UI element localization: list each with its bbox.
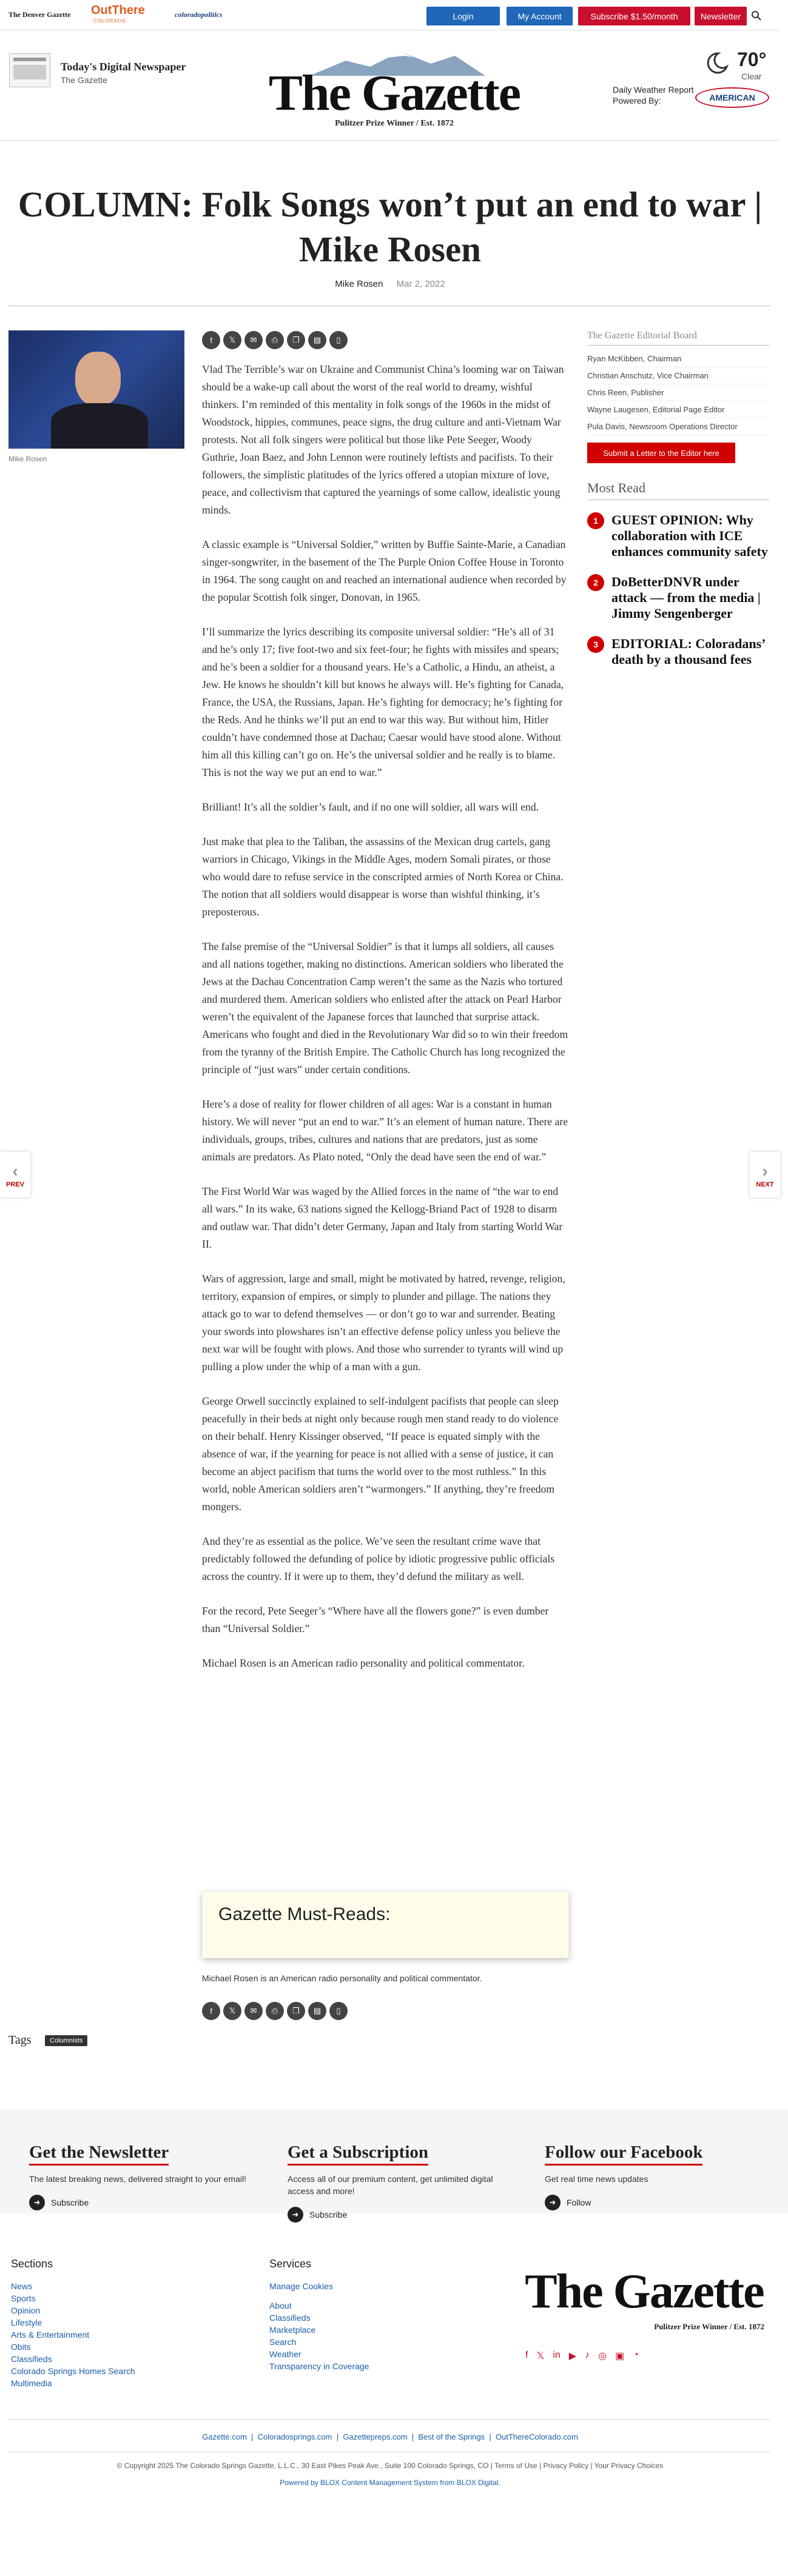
article-body	[202, 361, 569, 1689]
article-title: COLUMN: Folk Songs won’t put an end to war | Mike Rosen	[18, 184, 763, 269]
footer-sections	[11, 2258, 135, 2389]
article-paragraph: The First World War was waged by the Allied forces in the name of “the war to end all wars.” In its wake, 63 nations signed the Kellogg-Briand Pact of 1928 to disarm and outlaw war. That didn’t deter Germany, Japan and Italy from starting World War II.	[202, 1185, 563, 1250]
subscription-promo-title: Get a Subscription	[288, 2143, 428, 2166]
footer-link[interactable]: Manage Cookies	[269, 2281, 334, 2291]
x-icon[interactable]: 𝕏	[223, 331, 241, 349]
most-read-title: Most Read	[587, 463, 769, 500]
save-icon[interactable]: ▤	[308, 331, 326, 349]
footer-link[interactable]: Classifieds	[11, 2354, 52, 2364]
site-link[interactable]: OutThereColorado.com	[496, 2432, 578, 2441]
arrow-right-icon: ➜	[288, 2207, 303, 2223]
save-icon[interactable]: ▤	[308, 2002, 326, 2020]
most-read-item[interactable]	[587, 636, 769, 667]
footer-link[interactable]: News	[11, 2281, 33, 2291]
denver-gazette-logo[interactable]: The Denver Gazette	[8, 10, 71, 19]
footer-link[interactable]: Search	[269, 2337, 297, 2347]
subscription-promo	[288, 2143, 518, 2223]
print-icon[interactable]: ⎙	[266, 2002, 284, 2020]
tags-label: Tags	[8, 2033, 32, 2047]
most-read-item[interactable]	[587, 512, 769, 560]
rank-badge: 1	[587, 512, 604, 529]
rank-badge: 3	[587, 636, 604, 653]
newsletter-promo-text: The latest breaking news, delivered straight to your email!	[29, 2174, 246, 2184]
sections-title: Sections	[11, 2258, 53, 2270]
site-link[interactable]: Gazettepreps.com	[343, 2432, 408, 2441]
newsletter-promo	[29, 2143, 260, 2210]
subscription-promo-text: Access all of our premium content, get unlimited digital access and more!	[288, 2174, 493, 2196]
pulitzer-tagline: Pulitzer Prize Winner / Est. 1872	[335, 119, 454, 128]
outthere-sub: COLORADO	[93, 18, 126, 24]
editorial-board-title: The Gazette Editorial Board	[587, 330, 769, 346]
article-paragraph: I’ll summarize the lyrics describing its composite universal soldier: “He’s all of 31 and he’s only 17; five foot-two and six feet-four; he fights with missiles and spears; and he’s been a soldier for a thousand years. He’s a Catholic, a Hindu, an atheist, a Jew. He knows he shouldn’t kill but knows he always will. He’s fighting for Canada, France, the USA, the Russians, Japan. He’s fighting for democracy; he’s fighting for the Reds. And he thinks we’ll put an end to war this way. But without him, Hitler couldn’t have condemned those at Dachau; Caesar would have stood alone. Without him all this killing can’t go on. He’s the universal soldier and he really is to blame. This is not the way we put an end to war.”	[202, 626, 564, 778]
flipboard-icon[interactable]: ▣	[615, 2351, 625, 2361]
author-bio: Michael Rosen is an American radio personality and political commentator.	[202, 1973, 482, 1983]
arrow-right-icon: ➜	[545, 2195, 561, 2210]
sponsor-logo[interactable]: AMERICAN	[695, 87, 769, 108]
site-links: Gazette.com | Coloradosprings.com | Gazettepreps.com | Best of the Springs | OutThereColorado.com	[202, 2432, 578, 2441]
footer-link[interactable]: Opinion	[11, 2306, 41, 2315]
article-paragraph: Vlad The Terrible’s war on Ukraine and Communist China’s looming war on Taiwan should be a wake-up call about the worst of the real world to dreamy, wishful thinkers. I’m reminded of this mentality in folk songs of the 1960s in the midst of Woodstock, hippies, communes, peace signs, the drug culture and anti-Vietnam War protests. Not all folk singers were political but those like Pete Seeger, Woody Guthrie, Joan Baez, and John Lennon were routinely leftists and pacifists. To their followers, the simplistic platitudes of the lyrics offered a utopian mixture of love, peace, and collectivism that captured the yearnings of some callow, idealistic young minds.	[202, 363, 564, 516]
footer-link[interactable]: Colorado Springs Homes Search	[11, 2366, 135, 2376]
copy-icon[interactable]: ❐	[287, 331, 305, 349]
article-paragraph: Here’s a dose of reality for flower children of all ages: War is a constant in human history. We will never “put an end to war.” It’s an element of human nature. There are individuals, groups, tribes, cultures and nations that are predators, just as some animals are predators. As Plato noted, “Only the dead have seen the end of war.”	[202, 1098, 568, 1163]
article-paragraph: And they’re as essential as the police. We’ve seen the resultant crime wave that predictably followed the defunding of police by idiotic progressive public officials across the country. If it were up to them, they’d defund the military as well.	[202, 1535, 555, 1582]
top-bar	[0, 0, 780, 30]
copy-icon[interactable]: ❐	[287, 2002, 305, 2020]
share-bar-bottom	[202, 2002, 348, 2020]
login-button[interactable]: Login	[426, 7, 500, 25]
must-reads-box	[202, 1892, 569, 1958]
my-account-button[interactable]: My Account	[507, 7, 573, 25]
weather-report-link[interactable]: Daily Weather Report	[613, 85, 694, 95]
social-icons	[525, 2350, 639, 2362]
email-icon[interactable]: ✉	[244, 331, 263, 349]
footer-link[interactable]: Weather	[269, 2349, 301, 2359]
board-member: Ryan McKibben, Chairman	[587, 350, 769, 367]
footer-link[interactable]: About	[269, 2301, 292, 2310]
footer-link[interactable]: Multimedia	[11, 2378, 52, 2388]
copyright: © Copyright 2025 The Colorado Springs Gazette, L.L.C., 30 East Pikes Peak Ave., Suite 100 Colorado Springs, CO | Terms of Use | Privacy Policy | Your Privacy Choices	[116, 2461, 664, 2470]
subscribe-label: Subscribe	[51, 2198, 89, 2207]
rss-icon[interactable]: ◔	[633, 2350, 639, 2360]
submit-letter-button[interactable]: Submit a Letter to the Editor here	[587, 443, 735, 463]
footer-link[interactable]: Lifestyle	[11, 2318, 42, 2327]
outthere-logo[interactable]: OutThere	[91, 4, 145, 17]
board-member: Pula Davis, Newsroom Operations Director	[587, 418, 769, 435]
print-icon[interactable]: ⎙	[266, 331, 284, 349]
share-bar-top	[202, 331, 348, 349]
newsletter-subscribe-link[interactable]	[29, 2195, 260, 2210]
sidebar	[587, 330, 769, 682]
tag-columnists[interactable]: Columnists	[45, 2035, 87, 2046]
divider	[8, 2419, 770, 2420]
site-link[interactable]: Coloradosprings.com	[257, 2432, 332, 2441]
coloradopolitics-logo[interactable]: coloradopolitics	[175, 10, 223, 19]
instagram-icon[interactable]: ◎	[598, 2351, 607, 2361]
author-photo[interactable]	[8, 330, 184, 449]
tiktok-icon[interactable]: ♪	[585, 2350, 590, 2360]
digital-newspaper-sub: The Gazette	[61, 75, 108, 85]
board-member: Christian Anschutz, Vice Chairman	[587, 367, 769, 384]
footer-pulitzer-tagline: Pulitzer Prize Winner / Est. 1872	[654, 2322, 764, 2331]
facebook-icon[interactable]: f	[525, 2350, 528, 2360]
gazette-logo[interactable]: The Gazette	[268, 65, 520, 121]
article-paragraph: George Orwell succinctly explained to self-indulgent pacifists that people can sleep peacefully in their beds at night only because rough men stand ready to do violence on their behalf. Henry Kissinger observed, “If peace is equated simply with the absence of war, if the yearning for peace is not allied with a sense of justice, it can become an abject pacifism that turns the world over to the most ruthless.” In this world, noble American soldiers aren’t “warmongers.” If anything, they’re freedom mongers.	[202, 1395, 559, 1513]
newsletter-promo-title: Get the Newsletter	[29, 2143, 169, 2166]
must-reads-title: Gazette Must-Reads:	[218, 1904, 391, 1924]
footer-link[interactable]: Transparency in Coverage	[269, 2361, 369, 2371]
x-icon[interactable]: 𝕏	[223, 2002, 241, 2020]
subscribe-label: Subscribe	[309, 2210, 348, 2220]
publish-date: Mar 2, 2022	[396, 279, 445, 289]
weather-condition: Clear	[741, 72, 762, 81]
subscribe-button[interactable]: Subscribe $1.50/month	[578, 7, 690, 25]
site-link[interactable]: Gazette.com	[202, 2432, 247, 2441]
services-title: Services	[269, 2258, 312, 2270]
subscription-subscribe-link[interactable]	[288, 2207, 518, 2223]
facebook-follow-link[interactable]	[545, 2195, 775, 2210]
most-read-item[interactable]	[587, 574, 769, 621]
footer-link[interactable]: Obits	[11, 2342, 31, 2352]
article-paragraph: A classic example is “Universal Soldier,” written by Buffie Sainte-Marie, a Canadian singer-songwriter, in the basement of the The Purple Onion Coffee House in Toronto in 1964. The song caught on and reached an international audience when recorded by the popular Scottish folk singer, Donovan, in 1965.	[202, 538, 567, 603]
masthead	[0, 38, 780, 141]
site-link[interactable]: Best of the Springs	[418, 2432, 485, 2441]
youtube-icon[interactable]: ▶	[568, 2351, 577, 2361]
most-read-headline[interactable]: GUEST OPINION: Why collaboration with ICE enhances community safety	[611, 512, 768, 559]
footer-link[interactable]: Arts & Entertainment	[11, 2330, 90, 2340]
digital-newspaper-title[interactable]: Today's Digital Newspaper	[61, 61, 186, 73]
most-read-headline[interactable]: DoBetterDNVR under attack — from the media | Jimmy Sengenberger	[611, 574, 761, 621]
article-paragraph: The false premise of the “Universal Soldier” is that it lumps all soldiers, all causes and all nations together, making no distinctions. American soldiers who liberated the Jews at the Dachau Concentration Camp weren’t the same as the Nazis who tortured and murdered them. American soldiers who enlisted after the attack on Pearl Harbor weren’t the equivalent of the Japanese forces that launched that surprise attack. Americans who fought and died in the Revolutionary War did so to win their freedom from the tyranny of the British Empire. The Catholic Church has long recognized the principle of “just wars” under certain conditions.	[202, 940, 568, 1076]
facebook-promo-text: Get real time news updates	[545, 2174, 648, 2184]
digital-newspaper-thumbnail[interactable]	[9, 53, 50, 87]
next-article-button[interactable]	[750, 1152, 780, 1197]
article-paragraph: Just make that plea to the Taliban, the assassins of the Mexican drug cartels, gang warriors in Chicago, Vikings in the Middle Ages, modern Somali pirates, or those who would dare to refuse service in the conscripted armies of North Korea or China. The notion that all soldiers would disappear is worse than wishful thinking, it’s preposterous.	[202, 835, 564, 918]
email-icon[interactable]: ✉	[244, 2002, 263, 2020]
photo-caption: Mike Rosen	[8, 455, 47, 463]
arrow-right-icon: ➜	[29, 2195, 45, 2210]
footer-link[interactable]: Classifieds	[269, 2313, 311, 2323]
newsletter-button[interactable]: Newsletter	[695, 7, 747, 25]
most-read-headline[interactable]: EDITORIAL: Coloradans’ death by a thousand fees	[611, 636, 765, 667]
temperature: 70°	[737, 49, 767, 70]
article-paragraph: For the record, Pete Seeger’s “Where have all the flowers gone?” is even dumber than “Universal Soldier.”	[202, 1605, 549, 1634]
chevron-left-icon: ‹	[12, 1161, 18, 1180]
x-icon[interactable]: 𝕏	[536, 2351, 545, 2361]
chevron-right-icon: ›	[762, 1161, 768, 1180]
mobile-icon[interactable]: ▯	[329, 331, 348, 349]
facebook-promo	[545, 2143, 775, 2210]
prev-label: PREV	[6, 1180, 24, 1188]
byline	[0, 279, 780, 289]
board-member: Chris Reen, Publisher	[587, 384, 769, 401]
rank-badge: 2	[587, 574, 604, 591]
prev-article-button[interactable]	[0, 1152, 30, 1197]
article-paragraph: Michael Rosen is an American radio personality and political commentator.	[202, 1657, 525, 1669]
footer-link[interactable]: Sports	[11, 2293, 36, 2303]
article-paragraph: Wars of aggression, large and small, might be motivated by hatred, revenge, religion, territory, expansion of empires, or simply to plunder and pillage. The nations they attack go to war to defend themselves — or don’t go to war and surrender. Beating your swords into plowshares isn’t an effective defense policy unless you believe the next war will be fought with plows. And those who surrender to tyrants will wind up pulling a plow under the whip of a man with a gun.	[202, 1273, 565, 1373]
moon-icon	[704, 51, 729, 75]
next-label: NEXT	[756, 1180, 774, 1188]
linkedin-icon[interactable]: in	[553, 2350, 561, 2360]
follow-label: Follow	[567, 2198, 591, 2207]
editorial-board-list	[587, 350, 769, 435]
facebook-icon[interactable]: f	[202, 2002, 220, 2020]
facebook-promo-title: Follow our Facebook	[545, 2143, 702, 2166]
powered-by-label: Powered By:	[613, 96, 661, 105]
footer-gazette-logo[interactable]: The Gazette	[525, 2265, 764, 2318]
footer-link[interactable]: Marketplace	[269, 2325, 316, 2335]
search-icon[interactable]	[751, 10, 761, 21]
author-link[interactable]: Mike Rosen	[335, 279, 383, 289]
footer-services	[269, 2258, 369, 2372]
powered-by-blox[interactable]: Powered by BLOX Content Management System from BLOX Digital.	[280, 2478, 500, 2487]
article-paragraph: Brilliant! It’s all the soldier’s fault, and if no one will soldier, all wars will end.	[202, 801, 539, 813]
mobile-icon[interactable]: ▯	[329, 2002, 348, 2020]
facebook-icon[interactable]: f	[202, 331, 220, 349]
board-member: Wayne Laugesen, Editorial Page Editor	[587, 401, 769, 418]
